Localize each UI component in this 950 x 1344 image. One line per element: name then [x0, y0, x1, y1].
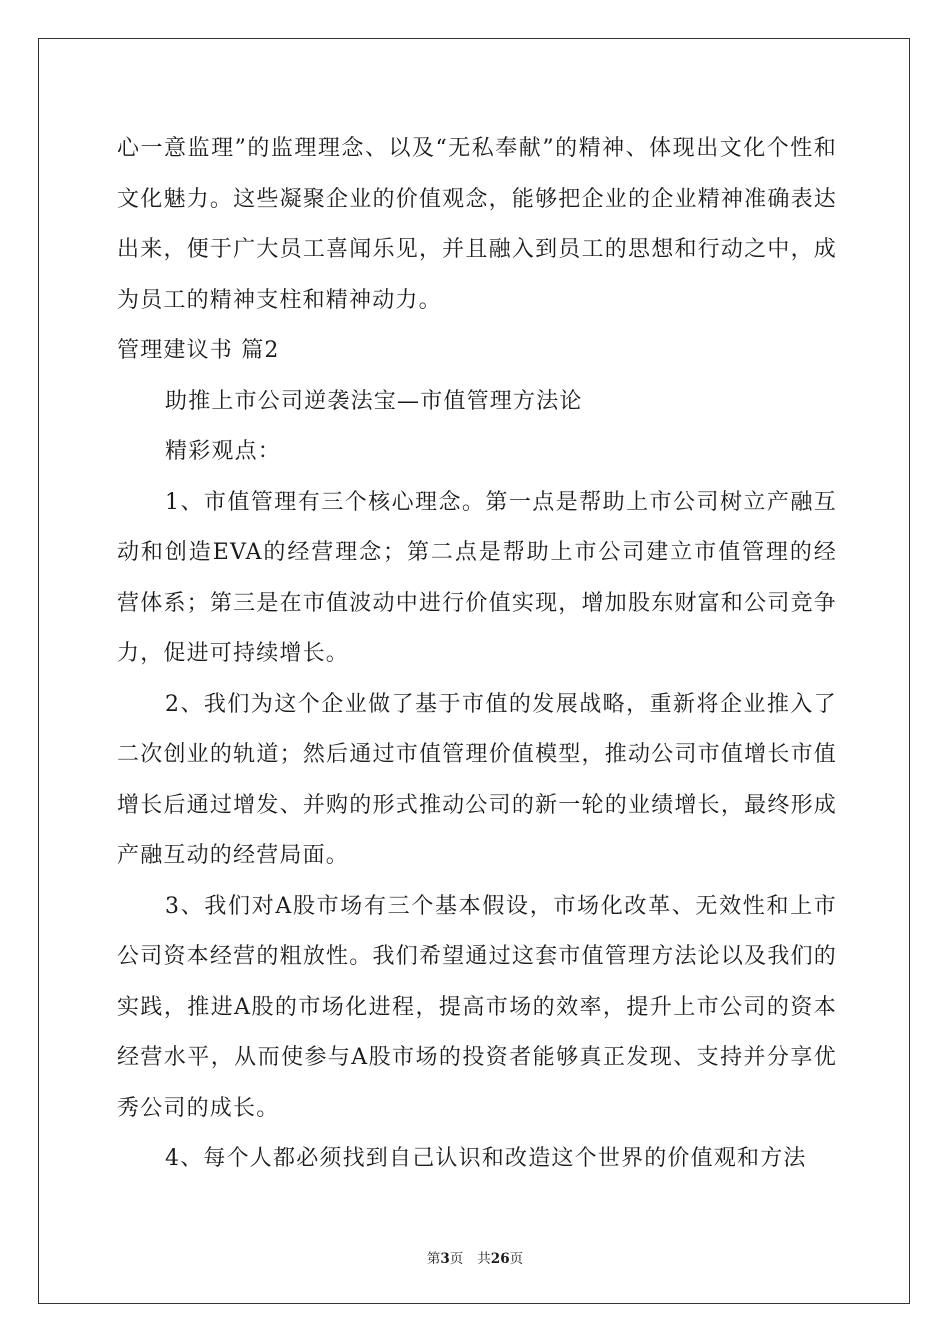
paragraph: 1、市值管理有三个核心理念。第一点是帮助上市公司树立产融互动和创造EVA的经营理念；第二点是帮助上市公司建立市值管理的经营体系；第三是在市值波动中进行价值实现，增加股东财富和公司竞争力，促进可持续增长。 — [117, 489, 837, 666]
document-body — [117, 124, 837, 1185]
section-heading: 管理建议书 篇2 — [117, 338, 280, 363]
page-suffix: 页 — [449, 1251, 464, 1267]
paragraph: 4、每个人都必须找到自己认识和改造这个世界的价值观和方法 — [165, 1146, 807, 1171]
total-suffix: 页 — [509, 1251, 524, 1267]
subheading: 精彩观点： — [165, 439, 282, 464]
page-number: 3 — [440, 1251, 450, 1267]
page-prefix: 第 — [426, 1251, 441, 1267]
article-title: 助推上市公司逆袭法宝—市值管理方法论 — [165, 388, 583, 414]
total-pages: 26 — [490, 1251, 510, 1267]
paragraph: 3、我们对A股市场有三个基本假设，市场化改革、无效性和上市公司资本经营的粗放性。我们希望通过这套市值管理方法论以及我们的实践，推进A股的市场化进程，提高市场的效率，提升上市公司的资本经营水平，从而使参与A股市场的投资者能够真正发现、支持并分享优秀公司的成长。 — [117, 893, 837, 1121]
total-prefix: 共 — [477, 1251, 491, 1267]
paragraph: 2、我们为这个企业做了基于市值的发展战略，重新将企业推入了二次创业的轨道；然后通过市值管理价值模型，推动公司市值增长市值增长后通过增发、并购的形式推动公司的新一轮的业绩增长，最终形成产融互动的经营局面。 — [117, 691, 837, 868]
paragraph: 心一意监理”的监理理念、以及“无私奉献”的精神、体现出文化个性和文化魅力。这些凝聚企业的价值观念，能够把企业的企业精神准确表达出来，便于广大员工喜闻乐见，并且融入到员工的思想和行动之中，成为员工的精神支柱和精神动力。 — [117, 136, 837, 313]
page-footer — [0, 1247, 950, 1267]
